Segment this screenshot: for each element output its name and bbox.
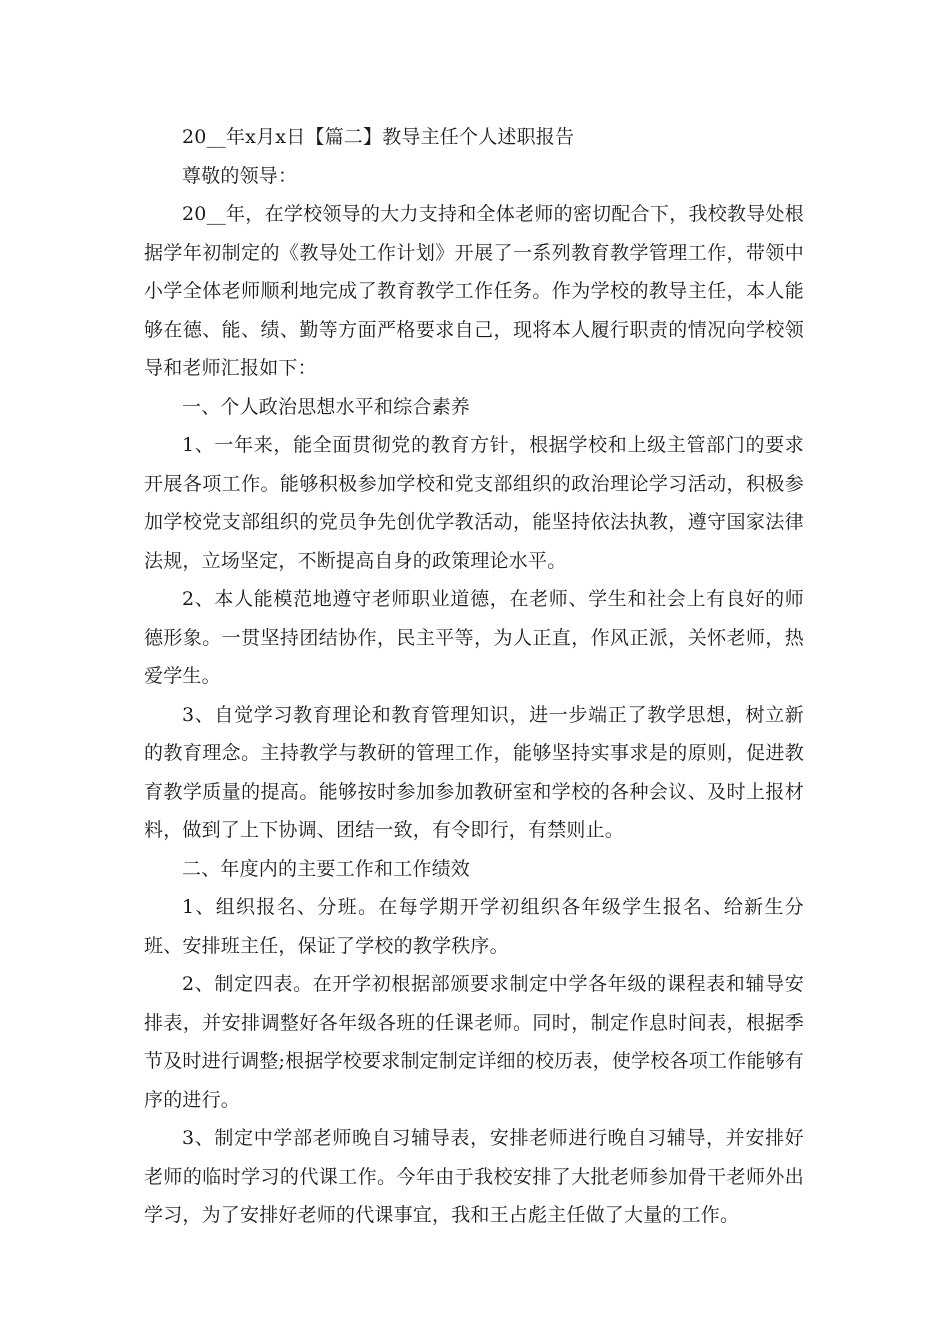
paragraph-2-1: 1、组织报名、分班。在每学期开学初组织各年级学生报名、给新生分班、安排班主任，保证了学校的教学秩序。 — [144, 896, 804, 957]
paragraph-2-3: 3、制定中学部老师晚自习辅导表，安排老师进行晚自习辅导，并安排好老师的临时学习的代课工作。今年由于我校安排了大批老师参加骨干老师外出学习，为了安排好老师的代课事宜，我和王占彪主任做了大量的工作。 — [144, 1127, 804, 1226]
paragraph-1-2: 2、本人能模范地遵守老师职业道德，在老师、学生和社会上有良好的师德形象。一贯坚持团结协作，民主平等，为人正直，作风正派，关怀老师，热爱学生。 — [144, 588, 804, 687]
document-body — [144, 118, 804, 1235]
paragraph-2-2: 2、制定四表。在开学初根据部颁要求制定中学各年级的课程表和辅导安排表，并安排调整好各年级各班的任课老师。同时，制定作息时间表，根据季节及时进行调整;根据学校要求制定制定详细的校历表，使学校各项工作能够有序的进行。 — [144, 973, 804, 1111]
document-title-line: 20__年x月x日【篇二】教导主任个人述职报告 — [182, 126, 575, 148]
paragraph-1-1: 1、一年来，能全面贯彻党的教育方针，根据学校和上级主管部门的要求开展各项工作。能够积极参加学校和党支部组织的政治理论学习活动，积极参加学校党支部组织的党员争先创优学教活动，能坚持依法执教，遵守国家法律法规，立场坚定，不断提高自身的政策理论水平。 — [144, 434, 804, 572]
intro-paragraph: 20__年，在学校领导的大力支持和全体老师的密切配合下，我校教导处根据学年初制定的《教导处工作计划》开展了一系列教育教学管理工作，带领中小学全体老师顺利地完成了教育教学工作任务。作为学校的教导主任，本人能够在德、能、绩、勤等方面严格要求自己，现将本人履行职责的情况向学校领导和老师汇报如下： — [144, 203, 804, 379]
section-heading-2: 二、年度内的主要工作和工作绩效 — [182, 857, 471, 880]
paragraph-1-3: 3、自觉学习教育理论和教育管理知识，进一步端正了教学思想，树立新的教育理念。主持教学与教研的管理工作，能够坚持实事求是的原则，促进教育教学质量的提高。能够按时参加参加教研室和学校的各种会议、及时上报材料，做到了上下协调、团结一致，有令即行，有禁则止。 — [144, 703, 804, 841]
salutation: 尊敬的领导： — [182, 164, 298, 187]
section-heading-1: 一、个人政治思想水平和综合素养 — [182, 395, 471, 418]
